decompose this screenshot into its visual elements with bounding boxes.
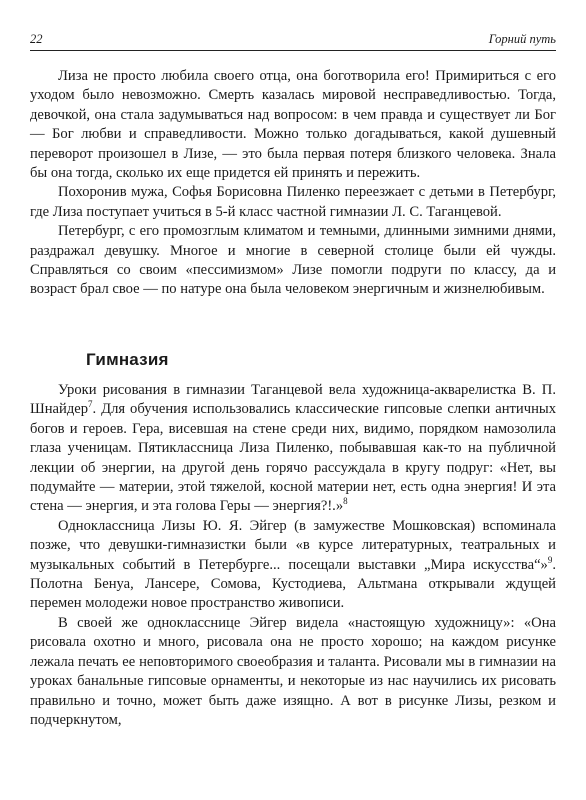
- paragraph-text: Уроки рисования в гимназии Таганцевой вела художница-акварелистка В. П. Шнайдер: [30, 382, 556, 418]
- paragraph: [30, 517, 556, 614]
- paragraph-text: В своей же однокласснице Эйгер видела «настоящую художницу»: «Она рисовала охотно и много, рисовала она не просто хорошо; на каждом рисунке лежала печать ее неповторимого своеобразия и таланта. Рисовали мы в гимназии на уроках банальные гипсовые орнаменты, и некоторые из нас научились их рисовать правильно и точно, может быть даже изящно. А вот в рисунке Лизы, резком и подчеркнутом,: [30, 614, 556, 728]
- paragraph-text: Одноклассница Лизы Ю. Я. Эйгер (в замужестве Мошковская) вспоминала позже, что девушки-гимназистки были «в курсе литературных, театральных и музыкальных событий в Петербурге... посещали выставки „Мира искусства“»: [30, 517, 556, 573]
- footnote-ref: 9: [547, 554, 553, 565]
- paragraph: Петербург, с его промозглым климатом и темными, длинными зимними днями, раздражал девушку. Многое и многие в северной столице были ей чужды. Справляться со своим «пессимизмом» Лизе помогли подруги по классу, да и возраст брал свое — по натуре она была человеком энергичным и жизнелюбивым.: [30, 223, 556, 298]
- paragraph: [30, 381, 556, 517]
- section-text: [30, 381, 556, 730]
- paragraph-text: . Для обучения использовались классические гипсовые слепки античных богов и героев. Гера, висевшая на стене среди них, видимо, порядком намозолила глаза ученицам. Пятиклассница Лиза Пиленко, побывавшая как-то на публичной лекции об энергии, на другой день горячо рассуждала в кругу подруг: «Нет, вы подумайте — материи, этой тяжелой, косной материи нет, есть одна энергия! И эта стена — энергия, и эта голова Геры — энергия?!.»: [30, 401, 556, 515]
- paragraph-text: . Полотна Бенуа, Лансере, Сомова, Кустодиева, Альтмана открывали ждущей перемен молодежи новое пространство живописи.: [30, 556, 556, 612]
- section-heading: Гимназия: [86, 350, 169, 369]
- chapter-text: [30, 67, 556, 300]
- footnote-ref: 7: [88, 399, 93, 410]
- page-header: [30, 32, 556, 51]
- page-number: 22: [30, 32, 43, 46]
- paragraph: Лиза не просто любила своего отца, она боготворила его! Примириться с его уходом было невозможно. Смерть казалась мировой несправедливостью. Тогда, девочкой, она стала задумываться над вопросом: в чем правда и существует ли Бог — Бог любви и справедливости. Можно только догадываться, какой душевный переворот произошел в Лизе, — это была первая потеря близкого человека. Знала бы она тогда, сколько их еще придется ей принять и пережить.: [30, 68, 556, 182]
- paragraph: [30, 614, 556, 730]
- running-title: Горний путь: [488, 32, 556, 46]
- paragraph: Похоронив мужа, Софья Борисовна Пиленко переезжает с детьми в Петербург, где Лиза поступает учиться в 5-й класс частной гимназии Л. С. Таганцевой.: [30, 184, 556, 220]
- footnote-ref: 8: [343, 496, 348, 507]
